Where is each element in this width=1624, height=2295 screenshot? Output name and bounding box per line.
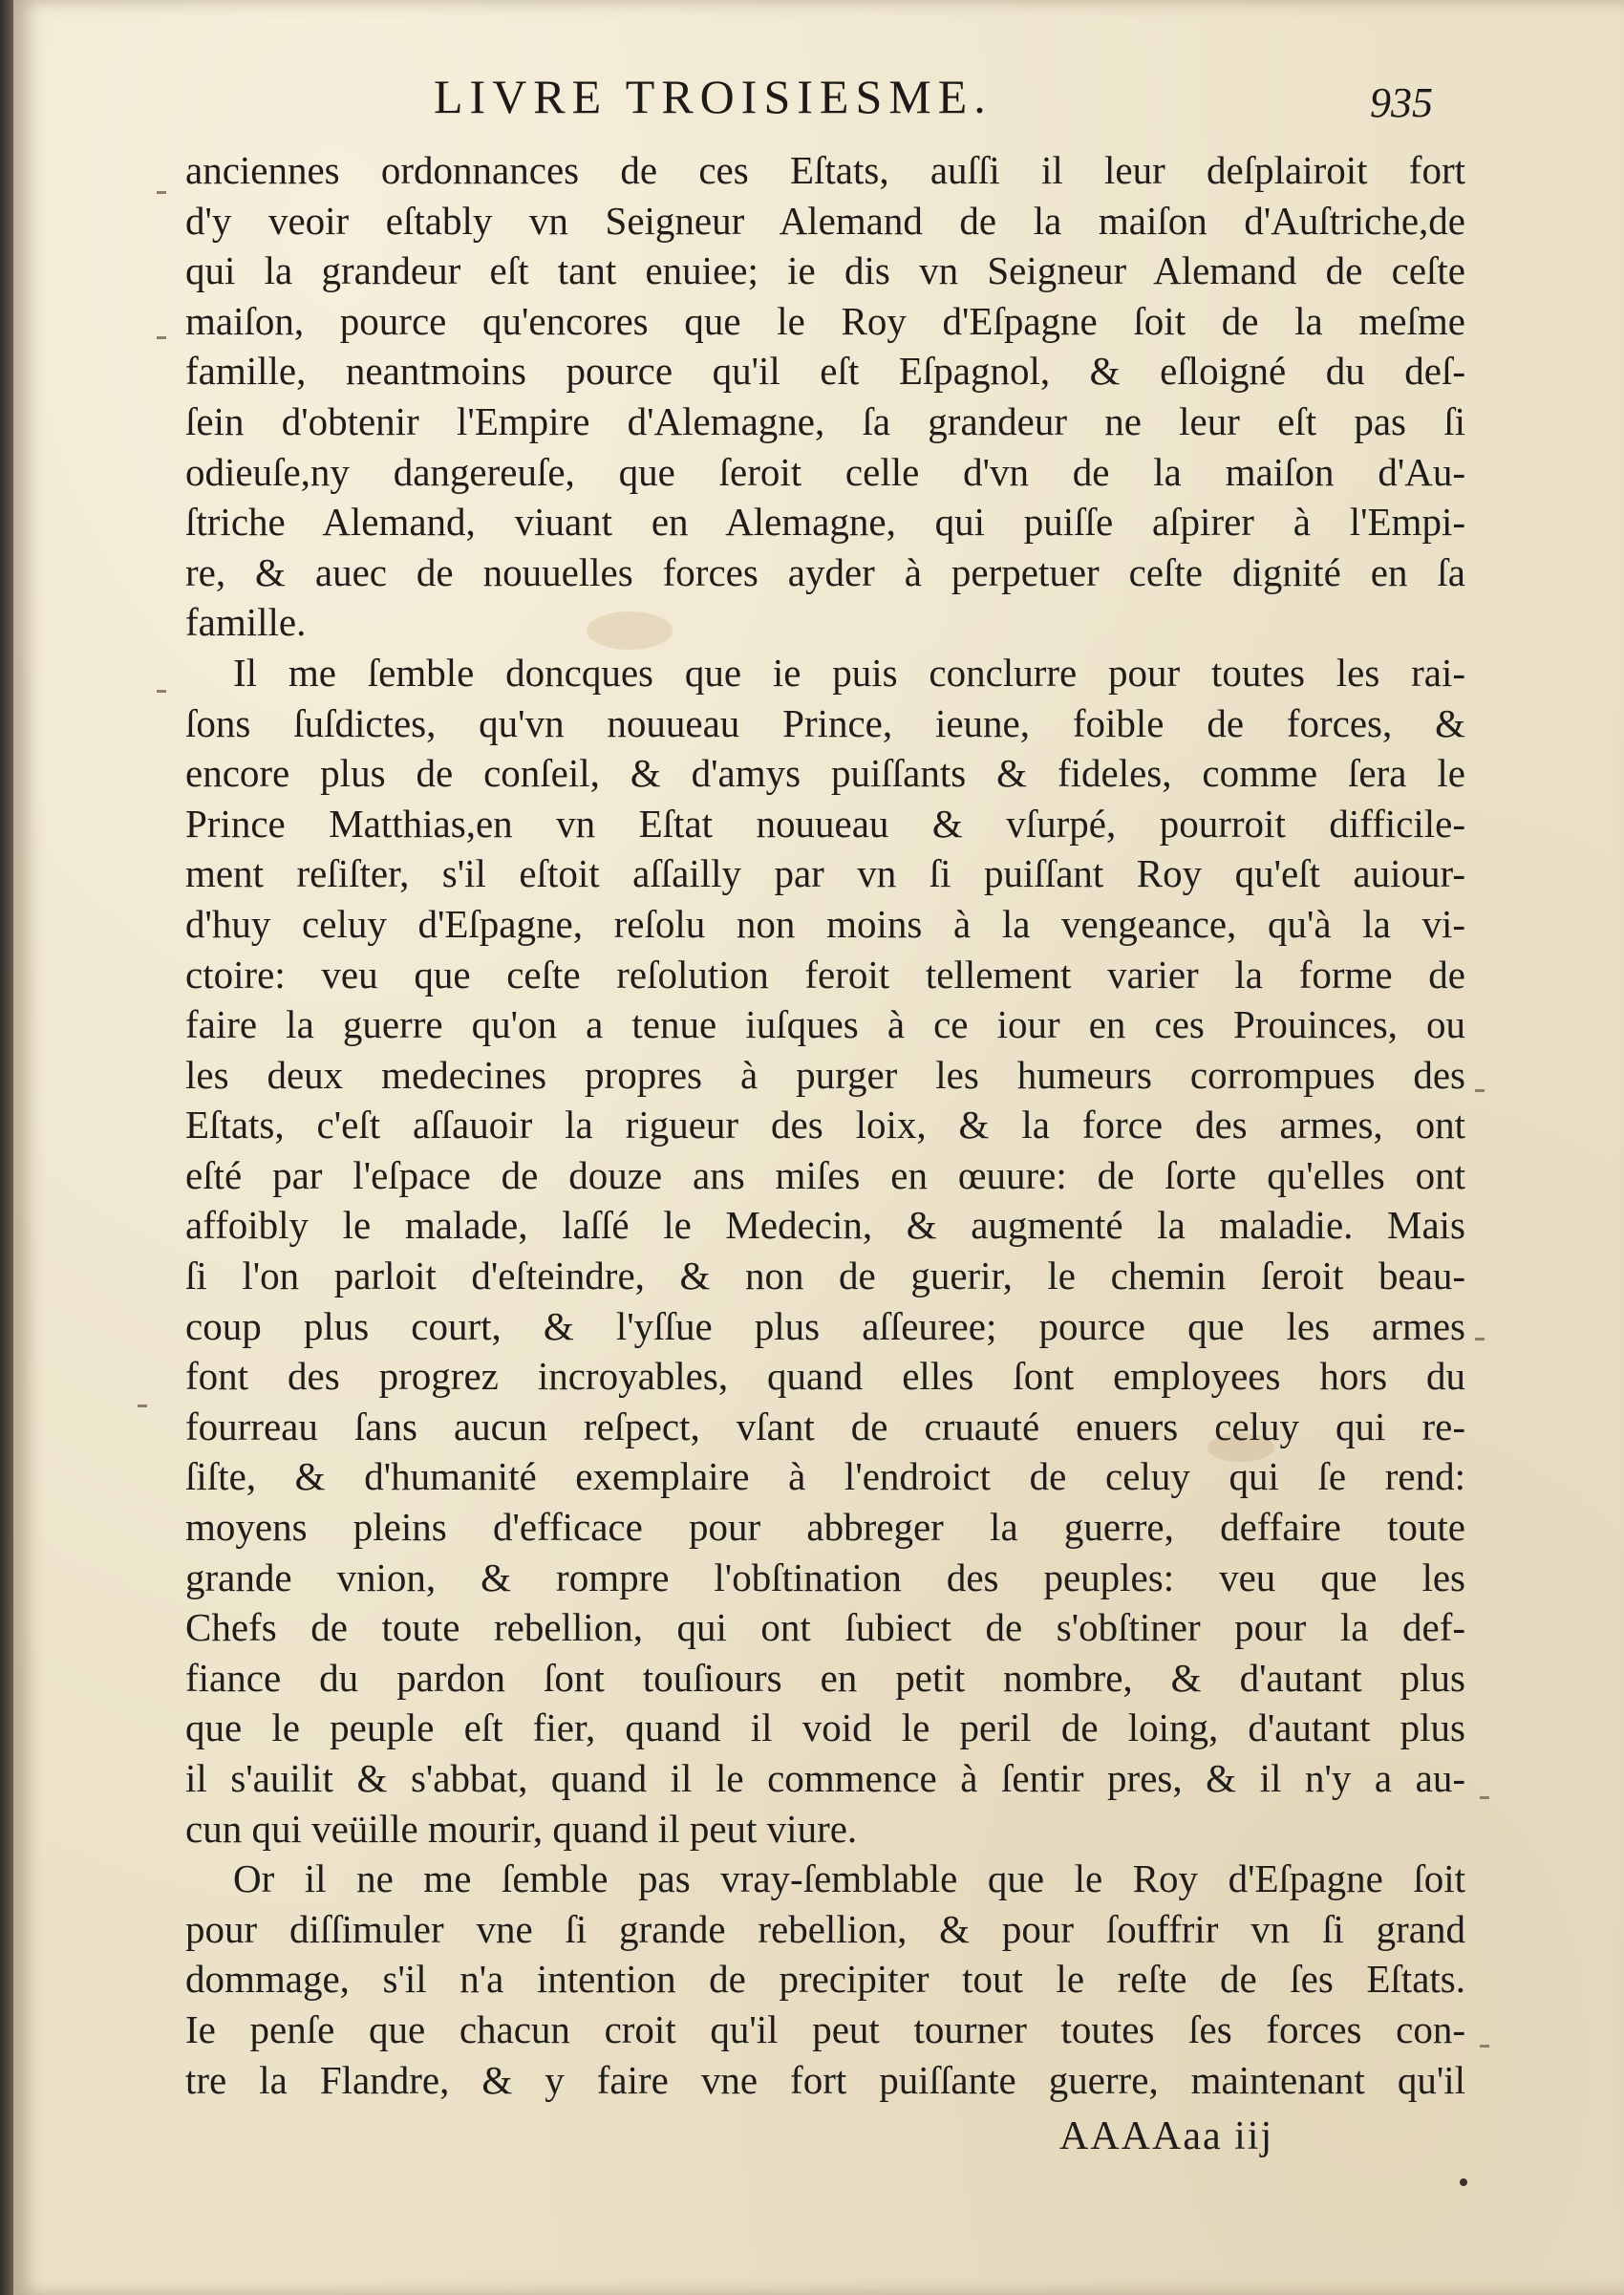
margin-mark bbox=[1480, 2045, 1489, 2048]
text-line: famille, neantmoins pource qu'il eſt Eſpagnol, & eſloigné du deſ- bbox=[185, 349, 1465, 394]
text-line: anciennes ordonnances de ces Eſtats, auſſi il leur deſplairoit fort bbox=[185, 148, 1465, 192]
text-line: que le peuple eſt fier, quand il void le peril de loing, d'autant plus bbox=[185, 1705, 1465, 1750]
margin-mark bbox=[157, 191, 166, 194]
text-line: ment reſiſter, s'il eſtoit aſſailly par vn ſi puiſſant Roy qu'eſt auiour- bbox=[185, 851, 1465, 896]
margin-mark bbox=[1475, 1338, 1485, 1341]
text-line: il s'auilit & s'abbat, quand il le commence à ſentir pres, & il n'y a au- bbox=[185, 1756, 1465, 1800]
text-line: re, & auec de nouuelles forces ayder à perpetuer ceſte dignité en ſa bbox=[185, 549, 1465, 594]
text-line: Ie penſe que chacun croit qu'il peut tourner toutes ſes forces con- bbox=[185, 2006, 1465, 2051]
text-line: pour diſſimuler vne ſi grande rebellion, & pour ſouffrir vn ſi grand bbox=[185, 1906, 1465, 1951]
text-line: Prince Matthias,en vn Eſtat nouueau & vſurpé, pourroit difficile- bbox=[185, 801, 1465, 846]
text-line: les deux medecines propres à purger les humeurs corrompues des bbox=[185, 1052, 1465, 1097]
text-line: moyens pleins d'efficace pour abbreger la guerre, deffaire toute bbox=[185, 1505, 1465, 1550]
text-line: Eſtats, c'eſt aſſauoir la rigueur des loix, & la force des armes, ont bbox=[185, 1103, 1465, 1148]
text-line: d'huy celuy d'Eſpagne, reſolu non moins à la vengeance, qu'à la vi- bbox=[185, 901, 1465, 946]
text-line: cun qui veüille mourir, quand il peut viure. bbox=[185, 1806, 858, 1851]
text-line: ſons ſuſdictes, qu'vn nouueau Prince, ieune, foible de forces, & bbox=[185, 700, 1465, 745]
text-line: encore plus de conſeil, & d'amys puiſſants & fideles, comme ſera le bbox=[185, 751, 1465, 796]
text-line: eſté par l'eſpace de douze ans miſes en œuure: de ſorte qu'elles ont bbox=[185, 1152, 1465, 1197]
running-title: LIVRE TROISIESME. bbox=[434, 70, 993, 123]
signature-mark: AAAAaa iij bbox=[1059, 2114, 1274, 2158]
text-line: tre la Flandre, & y faire vne fort puiſſante guerre, maintenant qu'il bbox=[185, 2057, 1465, 2102]
margin-mark bbox=[157, 690, 166, 693]
text-line: coup plus court, & l'yſſue plus aſſeuree; pource que les armes bbox=[185, 1303, 1465, 1348]
text-line: dommage, s'il n'a intention de precipiter tout le reſte de ſes Eſtats. bbox=[185, 1957, 1465, 2002]
page-number: 935 bbox=[1370, 79, 1433, 126]
text-line: Or il ne me ſemble pas vray-ſemblable que le Roy d'Eſpagne ſoit bbox=[233, 1856, 1465, 1901]
margin-mark bbox=[138, 1405, 147, 1407]
text-line: faire la guerre qu'on a tenue iuſques à ce iour en ces Prouinces, ou bbox=[185, 1002, 1465, 1047]
text-line: ſiſte, & d'humanité exemplaire à l'endroict de celuy qui ſe rend: bbox=[185, 1454, 1465, 1499]
text-line: ſein d'obtenir l'Empire d'Alemagne, ſa grandeur ne leur eſt pas ſi bbox=[185, 398, 1465, 443]
text-line: Chefs de toute rebellion, qui ont ſubiect de s'obſtiner pour la def- bbox=[185, 1605, 1465, 1650]
text-line: grande vnion, & rompre l'obſtination des peuples: veu que les bbox=[185, 1555, 1465, 1599]
text-line: ſi l'on parloit d'eſteindre, & non de guerir, le chemin ſeroit beau- bbox=[185, 1254, 1465, 1298]
ink-spot bbox=[1460, 2178, 1467, 2186]
body-text bbox=[185, 145, 1465, 2105]
margin-mark bbox=[157, 336, 166, 339]
margin-mark bbox=[1475, 1089, 1485, 1092]
text-line: maiſon, pource qu'encores que le Roy d'Eſpagne ſoit de la meſme bbox=[185, 298, 1465, 343]
book-page bbox=[13, 0, 1624, 2295]
text-line: fiance du pardon ſont touſiours en petit nombre, & d'autant plus bbox=[185, 1655, 1465, 1700]
text-line: fourreau ſans aucun reſpect, vſant de cruauté enuers celuy qui re- bbox=[185, 1404, 1465, 1448]
text-line: odieuſe,ny dangereuſe, que ſeroit celle d'vn de la maiſon d'Au- bbox=[185, 449, 1465, 494]
text-line: Il me ſemble doncques que ie puis conclurre pour toutes les rai- bbox=[233, 650, 1465, 695]
text-line: ctoire: veu que ceſte reſolution feroit tellement varier la forme de bbox=[185, 952, 1465, 997]
text-line: d'y veoir eſtably vn Seigneur Alemand de la maiſon d'Auſtriche,de bbox=[185, 198, 1465, 243]
text-line: famille. bbox=[185, 600, 307, 645]
text-line: affoibly le malade, laſſé le Medecin, & augmenté la maladie. Mais bbox=[185, 1203, 1465, 1248]
text-line: font des progrez incroyables, quand elles ſont employees hors du bbox=[185, 1354, 1465, 1399]
text-line: ſtriche Alemand, viuant en Alemagne, qui puiſſe aſpirer à l'Empi- bbox=[185, 500, 1465, 545]
book-gutter bbox=[0, 0, 13, 2295]
margin-mark bbox=[1480, 1796, 1489, 1799]
text-line: qui la grandeur eſt tant enuiee; ie dis vn Seigneur Alemand de ceſte bbox=[185, 248, 1465, 293]
